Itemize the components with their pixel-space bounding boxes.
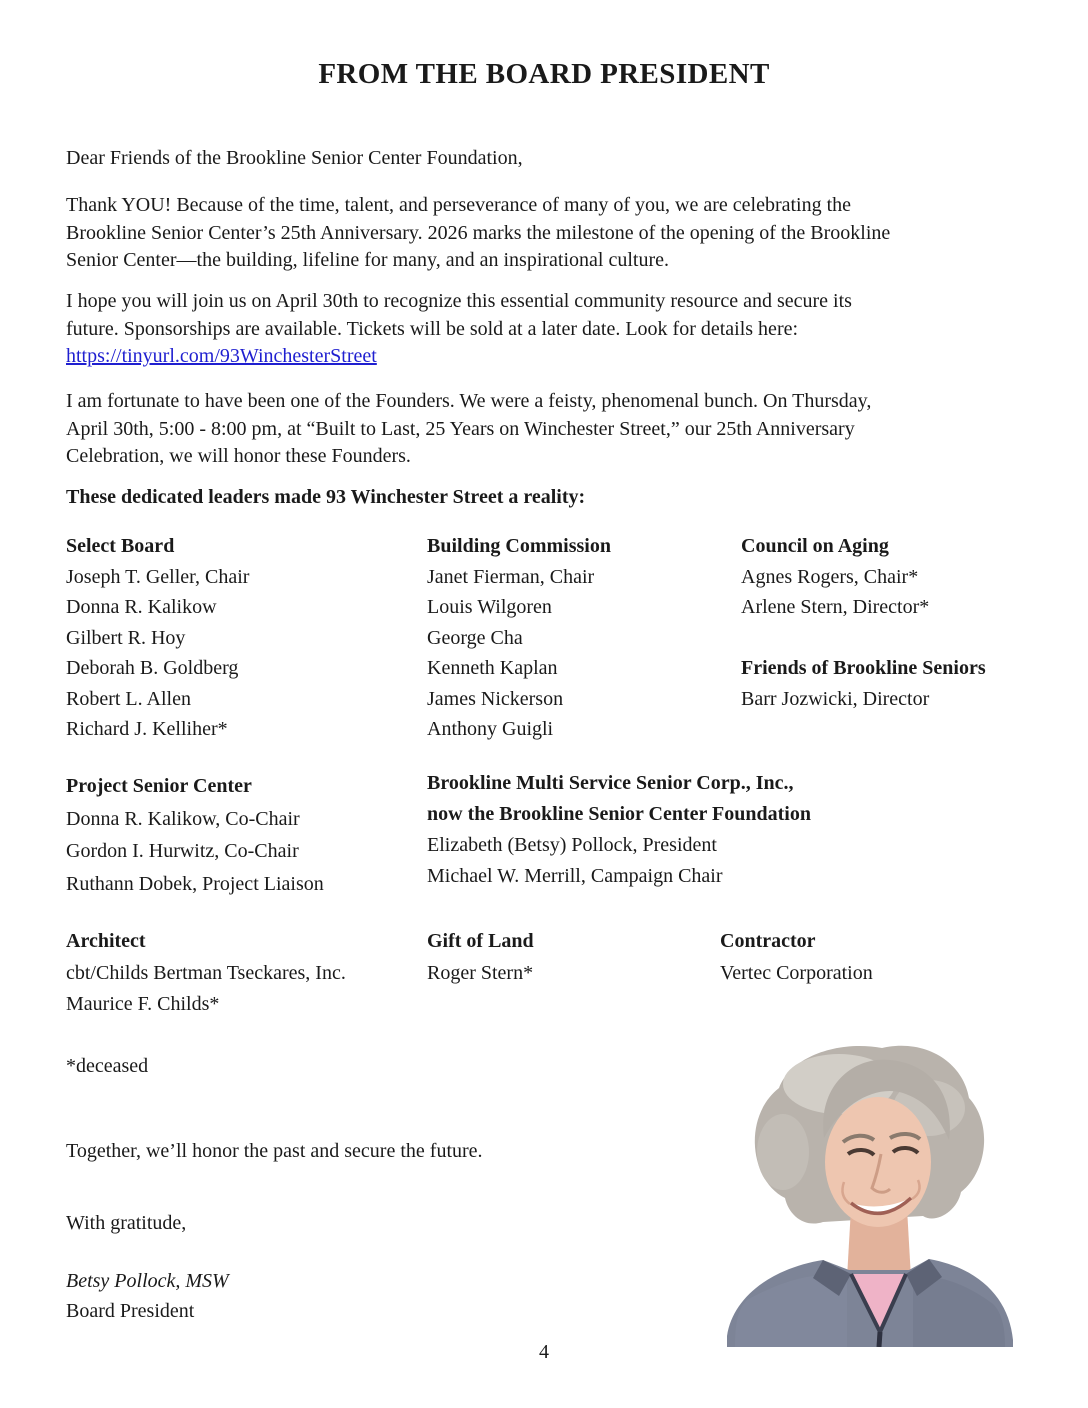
paragraph-2: [66, 288, 852, 371]
salutation: Dear Friends of the Brookline Senior Center Foundation,: [66, 147, 523, 169]
paragraph-1: [66, 192, 890, 275]
signature-name: Betsy Pollock, MSW: [66, 1270, 229, 1292]
member-name: Anthony Guigli: [427, 718, 554, 740]
group-title: Building Commission: [427, 535, 611, 557]
member-name: Barr Jozwicki, Director: [741, 687, 930, 710]
portrait-photo: [727, 1040, 1013, 1347]
member-name: Robert L. Allen: [66, 687, 191, 710]
list-gap: [741, 623, 986, 654]
member-name: Louis Wilgoren: [427, 596, 552, 618]
member-name: Janet Fierman, Chair: [427, 565, 595, 588]
page-number: 4: [539, 1341, 549, 1363]
group-title: Contractor: [720, 930, 816, 952]
member-name: Joseph T. Geller, Chair: [66, 565, 250, 588]
group-building-commission: [427, 531, 611, 745]
member-name: George Cha: [427, 626, 523, 649]
paragraph-line: April 30th, 5:00 - 8:00 pm, at “Built to Last, 25 Years on Winchester Street,” our 25th Anniversary: [66, 417, 855, 440]
member-name: Agnes Rogers, Chair*: [741, 565, 919, 588]
leaders-intro: These dedicated leaders made 93 Winchester Street a reality:: [66, 486, 586, 508]
member-name: Maurice F. Childs*: [66, 993, 220, 1015]
footnote-deceased: *deceased: [66, 1055, 149, 1077]
member-name: Donna R. Kalikow, Co-Chair: [66, 807, 300, 830]
group-title: now the Brookline Senior Center Foundation: [427, 803, 811, 825]
group-council-on-aging: [741, 531, 986, 714]
member-name: Elizabeth (Betsy) Pollock, President: [427, 834, 717, 856]
member-name: Gordon I. Hurwitz, Co-Chair: [66, 840, 299, 862]
member-name: cbt/Childs Bertman Tseckares, Inc.: [66, 961, 346, 984]
paragraph-line: future. Sponsorships are available. Tickets will be sold at a later date. Look for details here:: [66, 317, 799, 340]
group-title: Brookline Multi Service Senior Corp., Inc.,: [427, 772, 794, 794]
signature-role: Board President: [66, 1299, 195, 1322]
group-title: Architect: [66, 930, 146, 952]
paragraph-line: Brookline Senior Center’s 25th Anniversary. 2026 marks the milestone of the opening of the Brookline: [66, 221, 891, 244]
member-name: Michael W. Merrill, Campaign Chair: [427, 865, 723, 887]
paragraph-line: Thank YOU! Because of the time, talent, and perseverance of many of you, we are celebrating the: [66, 194, 852, 216]
group-title: Project Senior Center: [66, 775, 252, 797]
group-brookline-multi-service: [427, 768, 811, 892]
group-contractor: [720, 926, 873, 989]
link-line: [66, 343, 852, 371]
group-title: Gift of Land: [427, 930, 534, 952]
group-architect: [66, 926, 346, 1021]
member-name: Kenneth Kaplan: [427, 657, 558, 679]
tinyurl-link[interactable]: https://tinyurl.com/93WinchesterStreet: [66, 345, 377, 367]
member-name: James Nickerson: [427, 687, 564, 710]
paragraph-3: [66, 388, 871, 471]
closing-line: Together, we’ll honor the past and secure the future.: [66, 1140, 483, 1162]
group-gift-of-land: [427, 926, 534, 989]
page-title: FROM THE BOARD PRESIDENT: [318, 58, 770, 90]
member-name: Gilbert R. Hoy: [66, 626, 186, 649]
signature-block: [66, 1267, 229, 1326]
paragraph-line: I hope you will join us on April 30th to recognize this essential community resource and secure its: [66, 290, 852, 312]
member-name: Richard J. Kelliher*: [66, 718, 228, 740]
member-name: Vertec Corporation: [720, 961, 873, 984]
member-name: Ruthann Dobek, Project Liaison: [66, 872, 324, 895]
member-name: Arlene Stern, Director*: [741, 596, 930, 618]
paragraph-line: Celebration, we will honor these Founders.: [66, 445, 411, 467]
portrait-hair-highlight: [757, 1114, 809, 1190]
group-title: Select Board: [66, 535, 175, 557]
paragraph-line: Senior Center—the building, lifeline for many, and an inspirational culture.: [66, 249, 669, 271]
portrait-zipper: [879, 1332, 880, 1347]
group-select-board: [66, 531, 249, 745]
member-name: Donna R. Kalikow: [66, 596, 217, 618]
paragraph-line: I am fortunate to have been one of the Founders. We were a feisty, phenomenal bunch. On Thursday,: [66, 390, 872, 412]
group-title: Council on Aging: [741, 535, 889, 557]
group-project-senior-center: [66, 770, 324, 900]
closing-line: With gratitude,: [66, 1212, 187, 1234]
group-title: Friends of Brookline Seniors: [741, 657, 986, 679]
member-name: Roger Stern*: [427, 961, 534, 984]
member-name: Deborah B. Goldberg: [66, 657, 239, 679]
